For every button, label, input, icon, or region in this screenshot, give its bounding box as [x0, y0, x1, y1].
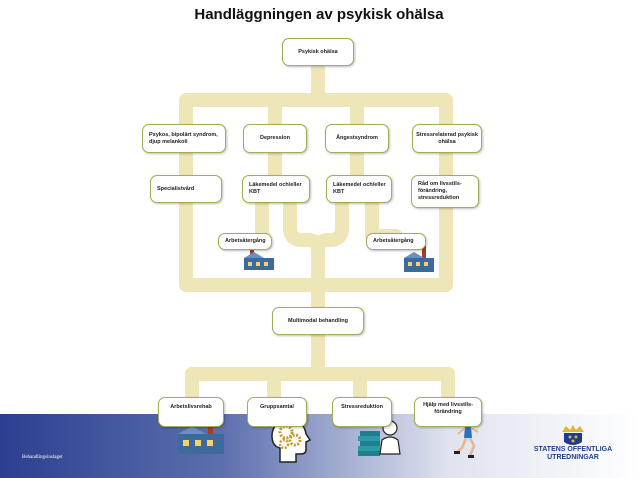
factory-icon [244, 250, 274, 270]
footer-label: Behandlingsinslaget [22, 455, 63, 460]
node-rad-livsstil: Råd om livsstils-förändring, stressreduktion [411, 175, 479, 208]
crown-emblem-icon [562, 425, 584, 445]
logo-line-1: STATENS OFFENTLIGA [533, 446, 613, 453]
node-angestsyndrom: Ångestsyndrom [325, 124, 389, 153]
node-stressrelaterad: Stressrelaterad psykisk ohälsa [412, 124, 482, 153]
node-depression: Depression [243, 124, 307, 153]
logo-line-2: UTREDNINGAR [547, 453, 599, 461]
connector-lines [186, 66, 448, 398]
node-arbetslivsrehab: Arbetslivsrehab [158, 397, 224, 427]
node-psykos: Psykos, bipolärt syndrom, djup melankoli [142, 124, 226, 153]
node-psykisk-ohalsa: Psykisk ohälsa [282, 38, 354, 66]
sou-logo-text [528, 446, 618, 461]
node-gruppsamtal: Gruppsamtal [247, 397, 307, 427]
node-stressreduktion: Stressreduktion [332, 397, 392, 427]
page-title: Handläggningen av psykisk ohälsa [194, 6, 444, 23]
node-arbetsatergang-1: Arbetsåtergång [218, 233, 272, 250]
node-hjalp-livsstil: Hjälp med livsstils-förändring [414, 397, 482, 427]
node-lakemedel-kbt-2: Läkemedel och/eller KBT [326, 175, 392, 203]
node-arbetsatergang-2: Arbetsåtergång [366, 233, 426, 250]
node-specialistvard: Specialistvård [150, 175, 222, 203]
node-lakemedel-kbt-1: Läkemedel och/eller KBT [242, 175, 310, 203]
node-multimodal-behandling: Multimodal behandling [272, 307, 364, 335]
